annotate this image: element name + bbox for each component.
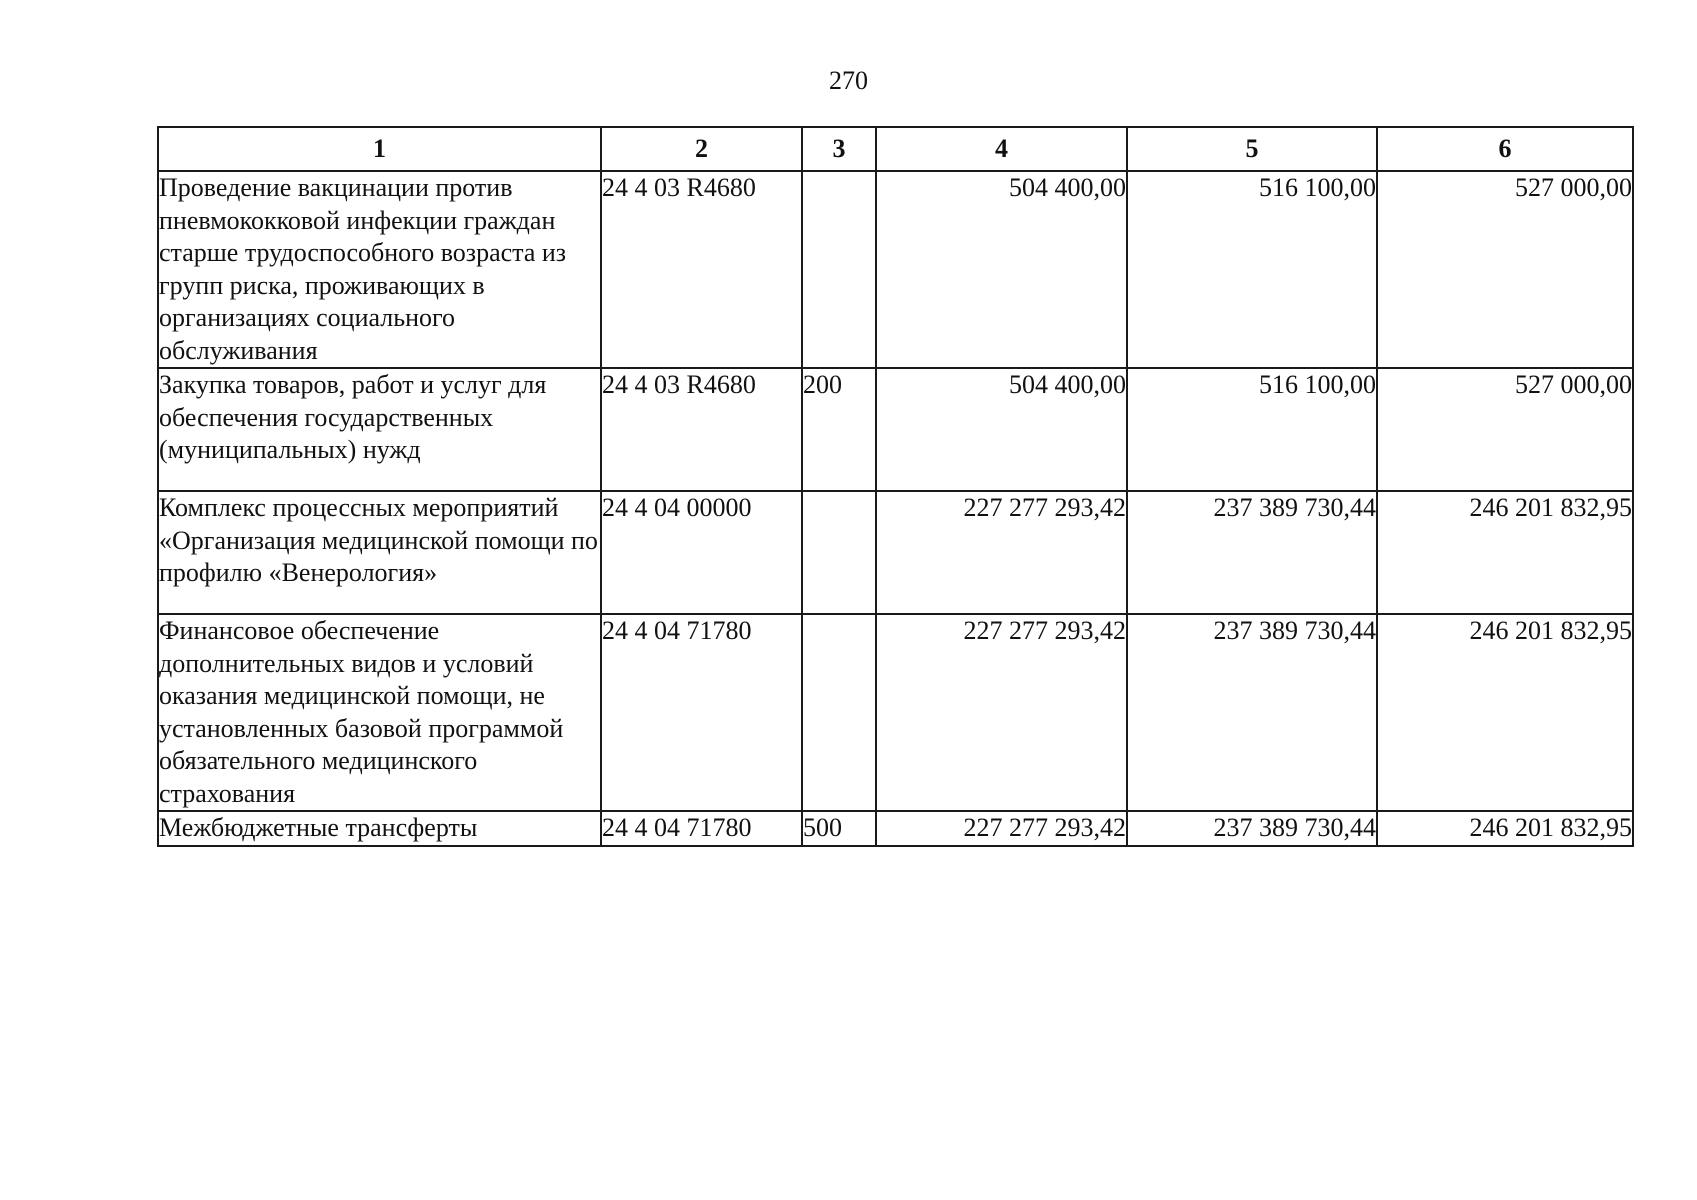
row-code: 24 4 03 R4680 bbox=[601, 171, 802, 368]
row-name: Комплекс процессных мероприятий «Организация медицинской помощи по профилю «Венерология» bbox=[158, 491, 601, 614]
row-amount-1: 504 400,00 bbox=[876, 368, 1127, 491]
table-row bbox=[158, 811, 1633, 846]
row-amount-1: 227 277 293,42 bbox=[876, 491, 1127, 614]
row-expense-type bbox=[802, 171, 876, 368]
row-amount-1: 504 400,00 bbox=[876, 171, 1127, 368]
table-row bbox=[158, 614, 1633, 811]
column-header-amount-2: 5 bbox=[1127, 127, 1377, 171]
row-expense-type: 500 bbox=[802, 811, 876, 846]
table-row bbox=[158, 368, 1633, 491]
row-amount-2: 516 100,00 bbox=[1127, 368, 1377, 491]
row-expense-type bbox=[802, 614, 876, 811]
table-row bbox=[158, 171, 1633, 368]
row-code: 24 4 04 00000 bbox=[601, 491, 802, 614]
row-expense-type bbox=[802, 491, 876, 614]
row-code: 24 4 03 R4680 bbox=[601, 368, 802, 491]
row-code: 24 4 04 71780 bbox=[601, 614, 802, 811]
row-name: Закупка товаров, работ и услуг для обеспечения государственных (муниципальных) нужд bbox=[158, 368, 601, 491]
row-amount-3: 527 000,00 bbox=[1377, 171, 1633, 368]
row-amount-1: 227 277 293,42 bbox=[876, 614, 1127, 811]
row-amount-1: 227 277 293,42 bbox=[876, 811, 1127, 846]
row-name: Финансовое обеспечение дополнительных видов и условий оказания медицинской помощи, не установленных базовой программой обязательного медицинского страхования bbox=[158, 614, 601, 811]
row-amount-3: 246 201 832,95 bbox=[1377, 614, 1633, 811]
column-header-code: 2 bbox=[601, 127, 802, 171]
row-amount-2: 516 100,00 bbox=[1127, 171, 1377, 368]
page-number: 270 bbox=[829, 66, 868, 95]
header-row bbox=[158, 127, 1633, 171]
column-header-name: 1 bbox=[158, 127, 601, 171]
row-name: Межбюджетные трансферты bbox=[158, 811, 601, 846]
row-amount-2: 237 389 730,44 bbox=[1127, 491, 1377, 614]
table-row bbox=[158, 491, 1633, 614]
row-amount-3: 246 201 832,95 bbox=[1377, 811, 1633, 846]
budget-table bbox=[157, 126, 1634, 847]
column-header-amount-3: 6 bbox=[1377, 127, 1633, 171]
row-name: Проведение вакцинации против пневмококковой инфекции граждан старше трудоспособного возраста из групп риска, проживающих в организациях социального обслуживания bbox=[158, 171, 601, 368]
row-expense-type: 200 bbox=[802, 368, 876, 491]
row-amount-3: 527 000,00 bbox=[1377, 368, 1633, 491]
column-header-amount-1: 4 bbox=[876, 127, 1127, 171]
row-code: 24 4 04 71780 bbox=[601, 811, 802, 846]
column-header-type: 3 bbox=[802, 127, 876, 171]
row-amount-2: 237 389 730,44 bbox=[1127, 614, 1377, 811]
row-amount-2: 237 389 730,44 bbox=[1127, 811, 1377, 846]
row-amount-3: 246 201 832,95 bbox=[1377, 491, 1633, 614]
